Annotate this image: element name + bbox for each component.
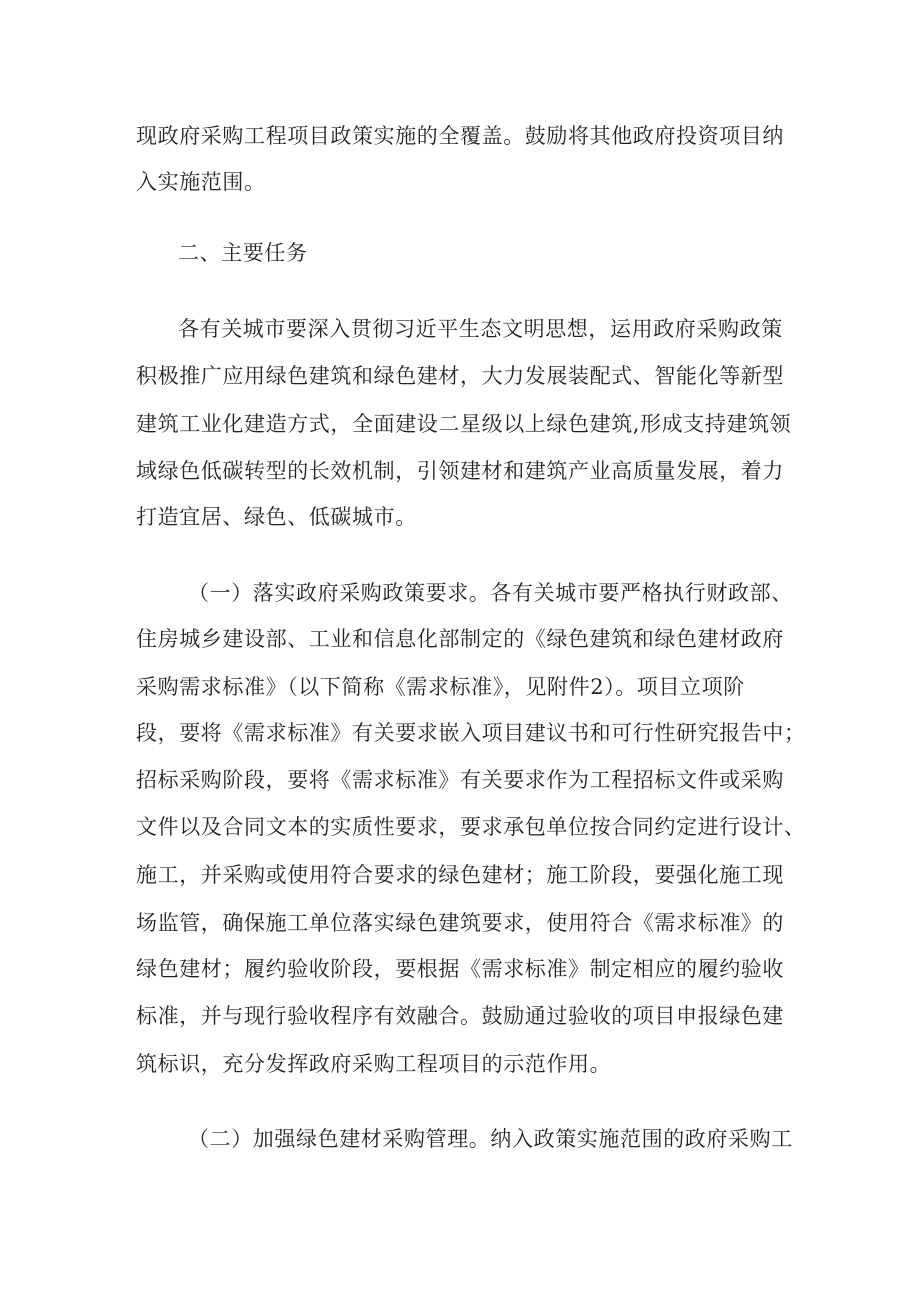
para3-line8: 场监管，确保施工单位落实绿色建筑要求，使用符合《需求标准》的 [136,911,784,935]
para3-line1: （一）落实政府采购政策要求。各有关城市要严格执行财政部、 [188,581,793,605]
para2-line3: 建筑工业化建造方式，全面建设二星级以上绿色建筑,形成支持建筑领 [136,412,792,436]
para3-line9: 绿色建材；履约验收阶段，要根据《需求标准》制定相应的履约验收 [136,957,784,981]
para3-line11: 筑标识，充分发挥政府采购工程项目的示范作用。 [136,1052,612,1076]
para1-line2: 入实施范围。 [136,170,266,194]
para3-line7: 施工，并采购或使用符合要求的绿色建材；施工阶段，要强化施工现 [136,863,784,887]
section-heading: 二、主要任务 [178,241,308,265]
para2-line4: 域绿色低碳转型的长效机制，引领建材和建筑产业高质量发展，着力 [136,459,784,483]
para1-line1: 现政府采购工程项目政策实施的全覆盖。鼓励将其他政府投资项目纳 [136,124,784,148]
para2-line1: 各有关城市要深入贯彻习近平生态文明思想，运用政府采购政策 [178,317,783,341]
para3-line6: 文件以及合同文本的实质性要求，要求承包单位按合同约定进行设计、 [136,815,806,839]
para3-line4: 段，要将《需求标准》有关要求嵌入项目建议书和可行性研究报告中； [136,721,806,745]
para3-line5: 招标采购阶段，要将《需求标准》有关要求作为工程招标文件或采购 [136,768,784,792]
para3-line10: 标准，并与现行验收程序有效融合。鼓励通过验收的项目申报绿色建 [136,1004,784,1028]
para2-line2: 积极推广应用绿色建筑和绿色建材，大力发展装配式、智能化等新型 [136,364,784,388]
para3-line3: 采购需求标准》（以下简称《需求标准》，见附件2）。项目立项阶 [136,675,745,699]
para4-line1: （二）加强绿色建材采购管理。纳入政策实施范围的政府采购工 [188,1127,793,1151]
para3-line2: 住房城乡建设部、工业和信息化部制定的《绿色建筑和绿色建材政府 [136,627,784,651]
para2-line5: 打造宜居、绿色、低碳城市。 [136,505,417,529]
